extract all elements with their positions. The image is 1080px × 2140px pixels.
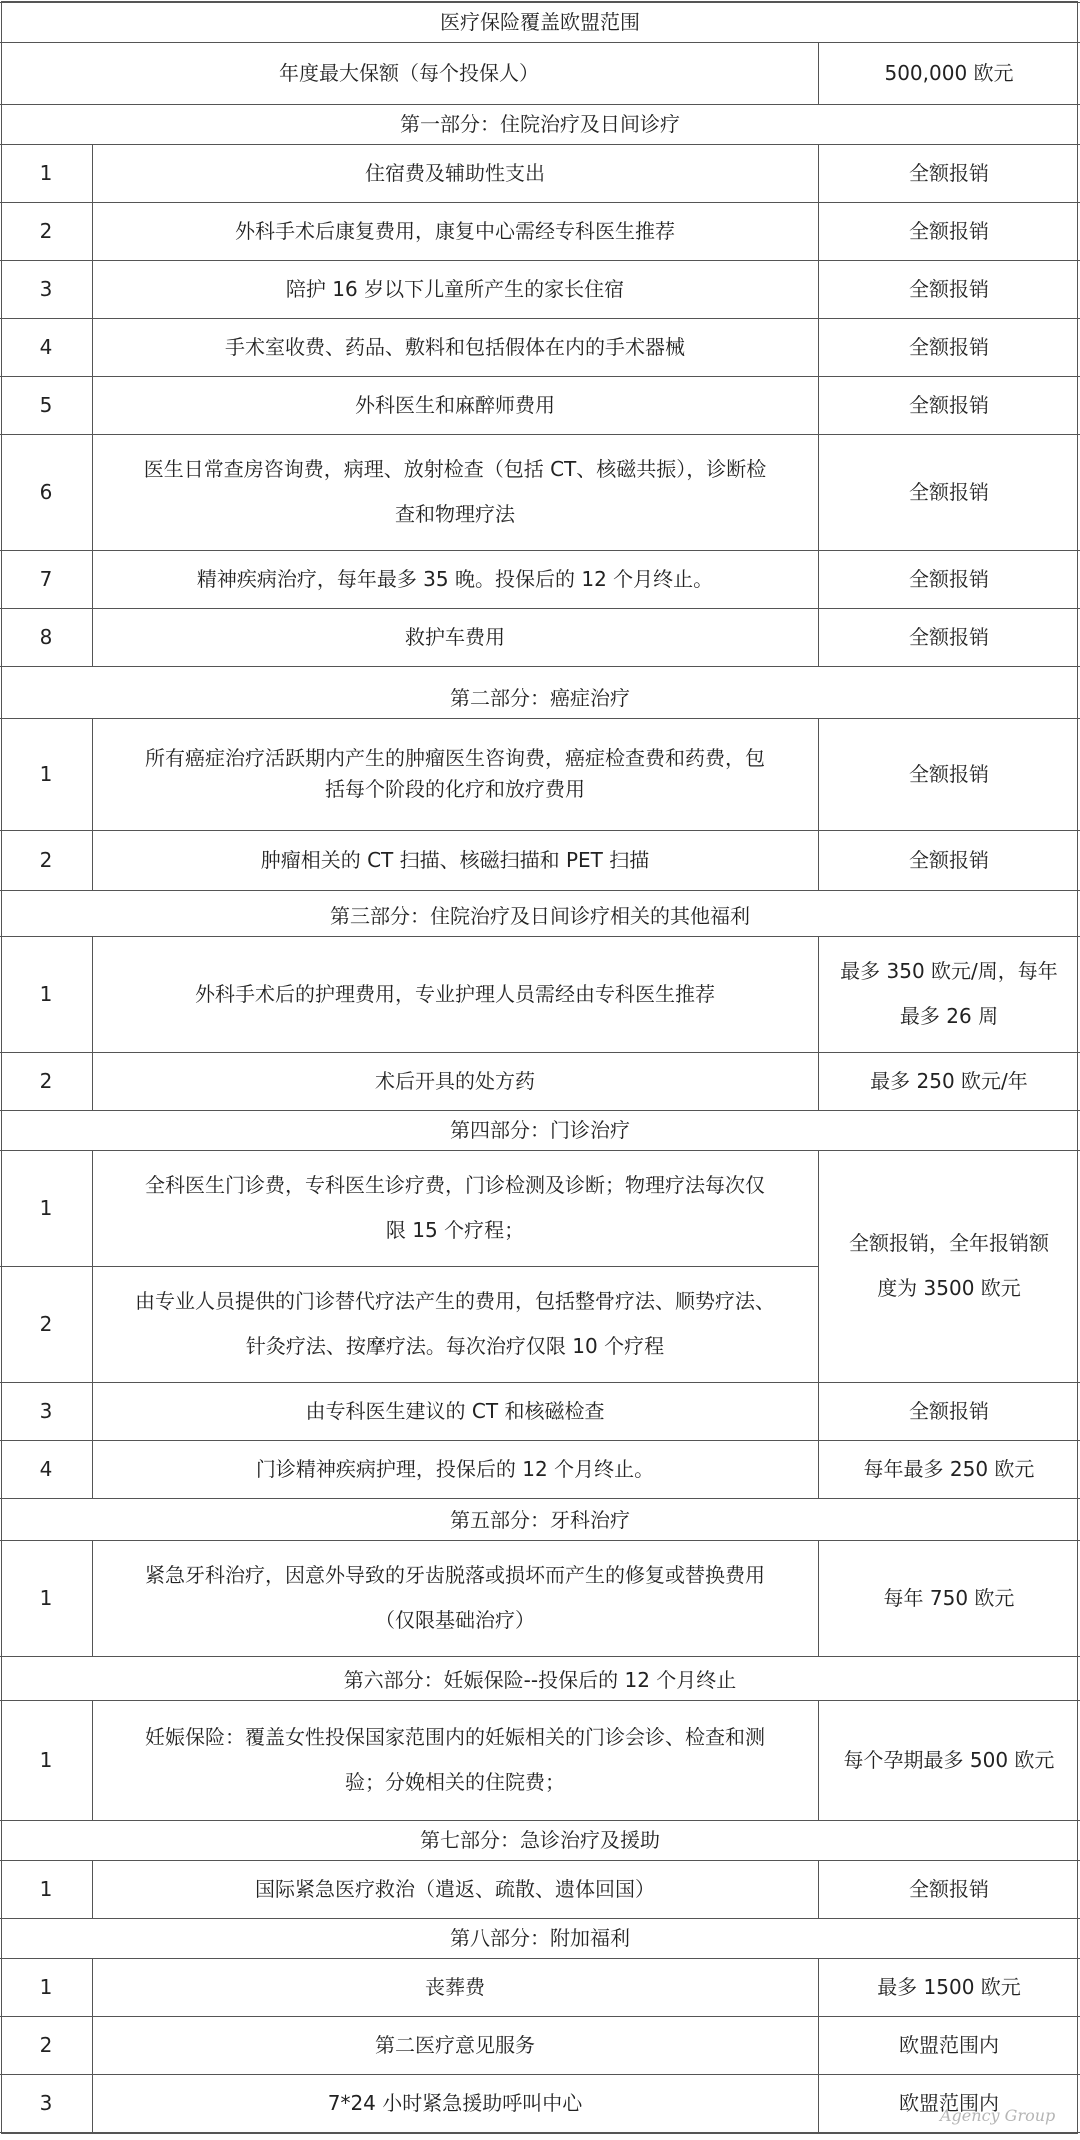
item-description-line: 妊娠保险：覆盖女性投保国家范围内的妊娠相关的门诊会诊、检查和测 <box>145 1725 765 1749</box>
item-number: 1 <box>39 160 53 185</box>
item-benefit-line: 每年 750 欧元 <box>883 1585 1015 1610</box>
item-benefit <box>818 260 1080 318</box>
section-title: 第四部分：门诊治疗 <box>450 1117 630 1142</box>
column-divider <box>818 2074 819 2132</box>
row-divider <box>0 550 1080 551</box>
row-divider <box>0 2074 1080 2075</box>
item-number: 3 <box>39 2090 53 2115</box>
item-benefit-line: 全额报销 <box>909 218 989 243</box>
row-divider <box>0 1440 1080 1441</box>
item-description-line: 丧葬费 <box>425 1974 485 1999</box>
row-divider <box>0 376 1080 377</box>
row-divider <box>0 666 1080 667</box>
section-header-row <box>0 1660 1080 1700</box>
item-benefit <box>818 434 1080 550</box>
item-benefit-line: 全额报销 <box>909 479 989 504</box>
row-divider <box>0 936 1080 937</box>
row-divider <box>0 1540 1080 1541</box>
table-row <box>0 2074 1080 2132</box>
item-description <box>92 1440 818 1498</box>
item-benefit-line: 最多 1500 欧元 <box>877 1974 1021 1999</box>
row-divider <box>0 1820 1080 1821</box>
item-benefit-line: 最多 350 欧元/周，每年 <box>840 959 1058 983</box>
column-divider <box>818 434 819 550</box>
item-description-line: 术后开具的处方药 <box>375 1068 535 1093</box>
table-row <box>0 830 1080 890</box>
row-divider <box>0 1150 1080 1151</box>
table-row <box>0 1052 1080 1110</box>
item-description-line: 全科医生门诊费，专科医生诊疗费，门诊检测及诊断；物理疗法每次仅 <box>145 1173 765 1197</box>
item-benefit <box>818 608 1080 666</box>
row-divider <box>0 2016 1080 2017</box>
item-benefit <box>818 144 1080 202</box>
item-description-line: 所有癌症治疗活跃期内产生的肿瘤医生咨询费，癌症检查费和药费，包 <box>145 746 765 770</box>
item-number: 6 <box>39 479 53 504</box>
table-title-row <box>0 2 1080 42</box>
column-divider <box>818 718 819 830</box>
item-number: 8 <box>39 624 53 649</box>
column-divider <box>818 1958 819 2016</box>
item-benefit-line: 全额报销 <box>909 1398 989 1423</box>
item-number: 2 <box>39 218 53 243</box>
table-row <box>0 202 1080 260</box>
table-row <box>0 1540 1080 1656</box>
column-divider <box>92 550 93 608</box>
item-description-line: 精神疾病治疗，每年最多 35 晚。投保后的 12 个月终止。 <box>196 566 714 591</box>
row-divider <box>0 890 1080 891</box>
table-row <box>0 318 1080 376</box>
merged-benefit-line: 度为 3500 欧元 <box>877 1276 1021 1300</box>
row-divider <box>0 2 1080 3</box>
column-divider <box>92 2074 93 2132</box>
item-description <box>92 202 818 260</box>
item-description-line: 由专业人员提供的门诊替代疗法产生的费用，包括整骨疗法、顺势疗法、 <box>135 1289 775 1313</box>
item-benefit-line: 最多 26 周 <box>899 1004 999 1028</box>
column-divider <box>92 1958 93 2016</box>
item-description <box>92 260 818 318</box>
row-divider <box>0 1860 1080 1861</box>
section-title: 第六部分：妊娠保险--投保后的 12 个月终止 <box>343 1667 737 1692</box>
column-divider <box>818 1150 819 1382</box>
item-benefit <box>818 1052 1080 1110</box>
column-divider <box>92 1860 93 1918</box>
item-benefit-line: 全额报销 <box>909 1876 989 1901</box>
column-divider <box>92 1540 93 1656</box>
item-description <box>92 376 818 434</box>
row-divider <box>0 718 1080 719</box>
item-number: 2 <box>39 1311 53 1336</box>
item-benefit <box>818 202 1080 260</box>
item-description-line: 第二医疗意见服务 <box>375 2032 535 2057</box>
item-benefit <box>818 830 1080 890</box>
row-divider <box>0 1700 1080 1701</box>
row-divider <box>0 144 1080 145</box>
item-number: 3 <box>39 1398 53 1423</box>
column-divider <box>92 1700 93 1820</box>
item-description <box>92 608 818 666</box>
item-description-line: 肿瘤相关的 CT 扫描、核磁扫描和 PET 扫描 <box>260 847 650 872</box>
merged-benefit <box>818 1150 1080 1382</box>
item-description-line: 陪护 16 岁以下儿童所产生的家长住宿 <box>285 276 625 301</box>
section-header-row <box>0 1500 1080 1540</box>
column-divider <box>92 1150 93 1266</box>
column-divider <box>818 1382 819 1440</box>
column-divider <box>92 608 93 666</box>
column-divider <box>818 376 819 434</box>
row-divider <box>0 202 1080 203</box>
section-title: 第三部分：住院治疗及日间诊疗相关的其他福利 <box>330 903 750 928</box>
item-description-line: 医生日常查房咨询费，病理、放射检查（包括 CT、核磁共振），诊断检 <box>143 457 767 481</box>
section-title: 第一部分：住院治疗及日间诊疗 <box>400 111 680 136</box>
item-number: 2 <box>39 1068 53 1093</box>
table-row <box>0 434 1080 550</box>
item-benefit <box>818 376 1080 434</box>
column-divider <box>818 1700 819 1820</box>
item-description <box>92 144 818 202</box>
item-description <box>92 318 818 376</box>
row-divider <box>0 1656 1080 1657</box>
item-description <box>92 550 818 608</box>
item-benefit-line: 全额报销 <box>909 761 989 786</box>
item-number: 4 <box>39 334 53 359</box>
item-number: 2 <box>39 2032 53 2057</box>
column-divider <box>92 1266 93 1382</box>
item-number: 5 <box>39 392 53 417</box>
column-divider <box>92 830 93 890</box>
item-benefit <box>818 550 1080 608</box>
item-description <box>92 936 818 1052</box>
item-benefit <box>818 936 1080 1052</box>
item-number: 1 <box>39 981 53 1006</box>
table-row <box>0 376 1080 434</box>
item-description-line: 限 15 个疗程； <box>385 1218 525 1242</box>
section-title: 第五部分：牙科治疗 <box>450 1507 630 1532</box>
table-row <box>0 144 1080 202</box>
item-description <box>92 1958 818 2016</box>
item-number: 7 <box>39 566 53 591</box>
row-divider <box>0 42 1080 43</box>
column-divider <box>92 1052 93 1110</box>
row-divider <box>0 1266 818 1267</box>
table-row <box>0 1440 1080 1498</box>
item-benefit <box>818 718 1080 830</box>
row-divider <box>0 830 1080 831</box>
item-description-line: 外科医生和麻醉师费用 <box>355 392 555 417</box>
watermark-logo: Agency Group <box>940 2106 1056 2125</box>
annual-max-label: 年度最大保额（每个投保人） <box>279 60 539 85</box>
item-number: 1 <box>39 1585 53 1610</box>
column-divider <box>92 202 93 260</box>
section-header-row <box>0 1110 1080 1150</box>
item-description-line: 紧急牙科治疗，因意外导致的牙齿脱落或损坏而产生的修复或替换费用 <box>145 1563 765 1587</box>
item-description <box>92 1382 818 1440</box>
table-row <box>0 2016 1080 2074</box>
item-benefit-line: 全额报销 <box>909 624 989 649</box>
item-description <box>92 2074 818 2132</box>
item-number: 1 <box>39 1876 53 1901</box>
section-header-row <box>0 104 1080 144</box>
column-divider <box>818 830 819 890</box>
item-number: 1 <box>39 1195 53 1220</box>
column-divider <box>818 550 819 608</box>
item-description-line: 由专科医生建议的 CT 和核磁检查 <box>305 1398 605 1423</box>
item-benefit <box>818 1540 1080 1656</box>
column-divider <box>818 1440 819 1498</box>
column-divider <box>92 718 93 830</box>
item-description-line: 验；分娩相关的住院费； <box>345 1770 565 1794</box>
column-divider <box>92 1440 93 1498</box>
item-description-line: 门诊精神疾病护理，投保后的 12 个月终止。 <box>255 1456 655 1481</box>
section-header-row <box>0 678 1080 718</box>
item-benefit <box>818 1860 1080 1918</box>
item-benefit-line: 每个孕期最多 500 欧元 <box>843 1747 1055 1772</box>
item-description-line: 住宿费及辅助性支出 <box>365 160 545 185</box>
item-number: 1 <box>39 1974 53 1999</box>
item-benefit-line: 全额报销 <box>909 847 989 872</box>
section-header-row <box>0 1918 1080 1958</box>
annual-max-row <box>0 42 1080 104</box>
item-description <box>92 1700 818 1820</box>
item-number: 3 <box>39 276 53 301</box>
item-benefit <box>818 1958 1080 2016</box>
item-description-line: 外科手术后康复费用，康复中心需经专科医生推荐 <box>235 218 675 243</box>
column-divider <box>818 1860 819 1918</box>
item-benefit <box>818 318 1080 376</box>
table-row <box>0 936 1080 1052</box>
item-description <box>92 2016 818 2074</box>
column-divider <box>818 2016 819 2074</box>
column-divider <box>818 608 819 666</box>
item-description-line: 7*24 小时紧急援助呼叫中心 <box>327 2090 583 2115</box>
item-description-line: （仅限基础治疗） <box>375 1608 535 1632</box>
item-description-line: 国际紧急医疗救治（遣返、疏散、遗体回国） <box>255 1876 655 1901</box>
item-number: 4 <box>39 1456 53 1481</box>
item-benefit-line: 每年最多 250 欧元 <box>863 1456 1035 1481</box>
table-row <box>0 608 1080 666</box>
item-description-line: 针灸疗法、按摩疗法。每次治疗仅限 10 个疗程 <box>245 1334 665 1358</box>
item-description-line: 查和物理疗法 <box>394 502 515 526</box>
item-benefit-line: 全额报销 <box>909 276 989 301</box>
table-row <box>0 1700 1080 1820</box>
column-divider <box>92 260 93 318</box>
row-divider <box>0 1918 1080 1919</box>
item-benefit-line: 全额报销 <box>909 160 989 185</box>
row-divider <box>0 104 1080 105</box>
table-title: 医疗保险覆盖欧盟范围 <box>440 9 640 34</box>
row-divider <box>0 2132 1080 2133</box>
item-benefit <box>818 2016 1080 2074</box>
column-divider <box>92 376 93 434</box>
item-description <box>92 718 818 830</box>
column-divider <box>92 434 93 550</box>
item-benefit-line: 欧盟范围内 <box>899 2090 999 2115</box>
table-row <box>0 1382 1080 1440</box>
column-divider <box>92 1382 93 1440</box>
column-divider <box>92 2016 93 2074</box>
column-divider <box>818 1540 819 1656</box>
item-description-line: 外科手术后的护理费用，专业护理人员需经由专科医生推荐 <box>195 981 715 1006</box>
column-divider <box>818 202 819 260</box>
section-header-row <box>0 1820 1080 1860</box>
item-description <box>92 434 818 550</box>
column-divider <box>818 260 819 318</box>
item-benefit <box>818 1382 1080 1440</box>
section-title: 第七部分：急诊治疗及援助 <box>420 1827 660 1852</box>
column-divider <box>818 42 819 104</box>
item-description <box>92 1540 818 1656</box>
item-benefit <box>818 1700 1080 1820</box>
item-benefit-line: 全额报销 <box>909 566 989 591</box>
item-benefit-line: 全额报销 <box>909 392 989 417</box>
row-divider <box>0 434 1080 435</box>
item-benefit-line: 全额报销 <box>909 334 989 359</box>
row-divider <box>0 260 1080 261</box>
item-benefit-line: 最多 250 欧元/年 <box>870 1068 1028 1093</box>
item-description <box>92 1860 818 1918</box>
table-row <box>0 1958 1080 2016</box>
table-row <box>0 1860 1080 1918</box>
row-divider <box>0 318 1080 319</box>
column-divider <box>818 936 819 1052</box>
item-benefit <box>818 1440 1080 1498</box>
table-row <box>0 260 1080 318</box>
item-number: 1 <box>39 1747 53 1772</box>
column-divider <box>818 144 819 202</box>
row-divider <box>0 1498 1080 1499</box>
item-description-line: 救护车费用 <box>405 624 505 649</box>
item-number: 1 <box>39 761 53 786</box>
section-header-row <box>0 896 1080 936</box>
item-description-line: 括每个阶段的化疗和放疗费用 <box>325 777 585 801</box>
column-divider <box>92 936 93 1052</box>
row-divider <box>0 608 1080 609</box>
item-description <box>92 830 818 890</box>
row-divider <box>0 1958 1080 1959</box>
item-description <box>92 1052 818 1110</box>
item-description-line: 手术室收费、药品、敷料和包括假体在内的手术器械 <box>225 334 685 359</box>
section-title: 第二部分：癌症治疗 <box>450 685 630 710</box>
row-divider <box>0 1382 1080 1383</box>
row-divider <box>0 1052 1080 1053</box>
column-divider <box>818 318 819 376</box>
merged-benefit-line: 全额报销，全年报销额 <box>849 1231 1049 1255</box>
column-divider <box>92 144 93 202</box>
table-row <box>0 718 1080 830</box>
item-number: 2 <box>39 847 53 872</box>
section-title: 第八部分：附加福利 <box>450 1925 630 1950</box>
annual-max-value: 500,000 欧元 <box>884 60 1014 85</box>
table-row <box>0 550 1080 608</box>
row-divider <box>0 1110 1080 1111</box>
item-benefit-line: 欧盟范围内 <box>899 2032 999 2057</box>
column-divider <box>818 1052 819 1110</box>
column-divider <box>92 318 93 376</box>
